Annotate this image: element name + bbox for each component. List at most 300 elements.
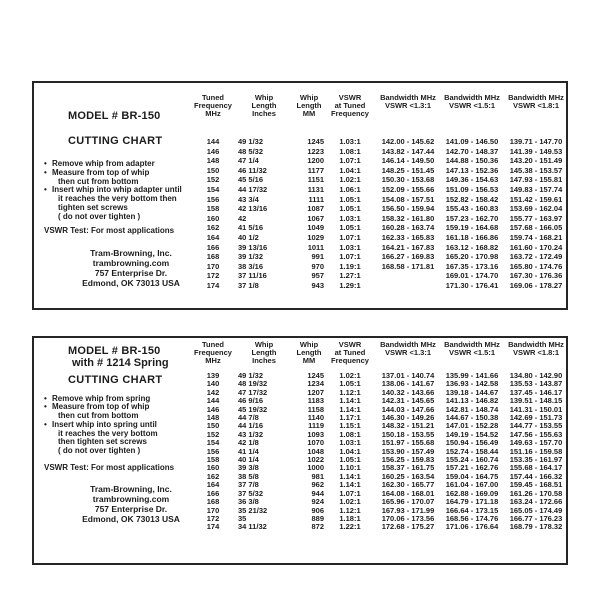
table-cell: 157.68 - 166.05	[509, 223, 563, 233]
table-cell: 1067	[307, 213, 324, 223]
instruction-text: Measure from top of whip	[52, 402, 150, 412]
table-cell: 1200	[307, 156, 324, 166]
table-cell: 174	[206, 522, 220, 532]
instruction-text: Insert whip into spring until	[52, 419, 157, 429]
table-cell: 889	[311, 513, 324, 523]
table-cell: 152	[206, 175, 220, 185]
instruction-text: Measure from top of whip	[52, 167, 150, 177]
table-cell: 153.69 - 162.04	[509, 204, 563, 214]
table-cell: 153.90 - 157.49	[381, 446, 435, 456]
table-cell: 1207	[307, 387, 324, 397]
company-address	[56, 484, 206, 524]
table-cell: 166.77 - 176.23	[509, 513, 563, 523]
table-cell: 170.06 - 173.56	[381, 513, 435, 523]
table-cell: 160.25 - 163.54	[381, 471, 435, 481]
cutting-chart-heading: CUTTING CHART	[68, 134, 163, 147]
table-cell: 155.68 - 164.17	[509, 463, 563, 473]
table-cell: 1.07:1	[339, 156, 361, 166]
table-cell: 150.94 - 156.49	[445, 438, 499, 448]
table-cell: 148.32 - 151.21	[381, 421, 435, 431]
table-cell: 1.12:1	[339, 505, 361, 515]
table-cell: 44 7/8	[238, 413, 259, 423]
table-cell: 134.80 - 142.90	[509, 371, 563, 380]
text-line: trambrowning.com	[92, 257, 170, 268]
table-cell: 1087	[307, 204, 324, 214]
table-cell: 49 1/32	[238, 137, 264, 146]
vswr-test-note: VSWR Test: For most applications	[44, 225, 175, 235]
table-cell: 152.82 - 158.42	[445, 194, 499, 204]
table-cell: 1000	[307, 463, 324, 473]
table-cell: 47 17/32	[238, 387, 268, 397]
table-cell: 46 11/32	[238, 165, 267, 175]
table-cell: 147.01 - 152.28	[445, 421, 499, 431]
table-cell: 1.05:1	[339, 194, 361, 204]
table-cell: 162	[206, 471, 220, 481]
table-row	[192, 223, 568, 233]
table-cell: 43 1/32	[238, 429, 264, 439]
table-row	[192, 166, 568, 176]
table-cell: 1119	[308, 421, 324, 431]
table-cell: 145.38 - 153.57	[509, 165, 563, 175]
table-cell: 48 5/32	[238, 146, 264, 156]
column-header: Whip Length Inches	[251, 93, 277, 118]
table-row	[192, 281, 568, 291]
table-cell: 1070	[307, 438, 324, 448]
table-cell: 148	[206, 156, 220, 166]
table-cell: 142.00 - 145.62	[381, 137, 435, 146]
table-cell: 165.05 - 174.49	[509, 505, 563, 515]
table-cell: 150.30 - 153.68	[381, 175, 435, 185]
table-row	[192, 262, 568, 272]
table-cell: 168.58 - 171.81	[381, 261, 435, 271]
table-cell: 163.24 - 172.66	[509, 497, 563, 507]
table-cell: 1.07:1	[339, 488, 361, 498]
table-cell: 45 19/32	[238, 404, 268, 414]
table-cell: 1183	[307, 396, 324, 406]
table-row	[192, 137, 568, 147]
table-cell: 1.22:1	[339, 522, 361, 532]
table-cell: 163.12 - 168.82	[445, 242, 499, 252]
table-cell: 146.30 - 149.26	[381, 413, 435, 423]
table-area	[192, 83, 562, 291]
table-cell: 153.35 - 161.97	[509, 455, 563, 465]
table-cell: 1048	[307, 446, 324, 456]
column-header: Bandwidth MHz VSWR <1.3:1	[380, 340, 436, 357]
table-cell: 151.97 - 155.68	[381, 438, 435, 448]
table-cell: 1.10:1	[339, 463, 361, 473]
cutting-chart-heading: CUTTING CHART	[68, 374, 163, 386]
table-cell: 1.14:1	[339, 396, 361, 406]
table-cell: 154	[206, 438, 220, 448]
instruction-line	[44, 447, 204, 456]
bullet-marker-icon: •	[44, 167, 47, 177]
column-header: Whip Length Inches	[251, 340, 277, 365]
table-cell: 1234	[307, 379, 324, 389]
table-cell: 159.19 - 164.68	[445, 223, 499, 233]
table-cell: 165.80 - 174.76	[509, 261, 563, 271]
table-cell: 40 1/4	[238, 455, 259, 465]
table-cell: 149.19 - 154.52	[445, 429, 499, 439]
table-cell: 151.16 - 159.58	[509, 446, 563, 456]
table-cell: 141.31 - 150.01	[509, 404, 563, 414]
model-title: MODEL # BR-150	[68, 110, 161, 122]
table-cell: 160.28 - 163.74	[381, 223, 435, 233]
table-cell: 150	[206, 421, 220, 431]
table-cell: 39 13/16	[238, 242, 268, 252]
table-cell: 147.56 - 155.63	[509, 429, 563, 439]
table-cell: 1.08:1	[339, 146, 361, 156]
table-cell: 159.04 - 164.75	[445, 471, 499, 481]
table-cell: 162.33 - 165.83	[381, 232, 435, 242]
table-cell: 151.09 - 156.53	[445, 184, 499, 194]
table-cell	[376, 281, 440, 291]
table-cell: 1.05:1	[339, 455, 361, 465]
table-cell: 147.93 - 155.81	[509, 175, 563, 185]
table-row	[192, 271, 568, 281]
instruction-text: Remove whip from spring	[52, 393, 151, 403]
bullet-marker-icon: •	[44, 393, 47, 403]
instruction-list	[44, 160, 204, 222]
table-cell: 155.43 - 160.83	[445, 204, 499, 214]
table-cell: 152.74 - 158.44	[445, 446, 499, 456]
instruction-text: Insert whip into whip adapter until	[52, 185, 182, 195]
table-cell: 943	[311, 280, 324, 290]
table-cell: 1.14:1	[339, 404, 361, 414]
table-row	[192, 195, 568, 205]
text-line: 757 Enterprise Dr.	[94, 267, 168, 278]
table-cell: 150.18 - 153.55	[381, 429, 435, 439]
table-cell: 1.03:1	[339, 242, 361, 252]
column-header: VSWR at Tuned Frequency	[331, 93, 369, 118]
table-cell: 957	[311, 271, 324, 281]
table-cell: 39 1/32	[238, 252, 264, 262]
table-cell: 1.14:1	[339, 471, 361, 481]
instruction-text: then cut from bottom	[58, 176, 139, 186]
instruction-text: then cut from bottom	[58, 411, 139, 421]
table-cell: 144.88 - 150.36	[445, 156, 499, 166]
table-cell: 162.88 - 169.09	[445, 488, 499, 498]
table-cell: 149.36 - 154.63	[445, 175, 499, 185]
table-cell: 1049	[307, 223, 324, 233]
table-cell: 172	[206, 271, 220, 281]
column-header: Bandwidth MHz VSWR <1.5:1	[444, 93, 500, 110]
table-cell: 1.02:1	[339, 175, 361, 185]
bullet-marker-icon: •	[44, 402, 47, 412]
table-cell: 47 1/4	[238, 156, 259, 166]
table-cell: 169.06 - 178.27	[509, 280, 563, 290]
table-cell: 143.82 - 147.44	[381, 146, 435, 156]
table-cell: 41 5/16	[238, 223, 264, 233]
info-column	[34, 83, 204, 288]
table-cell: 155.77 - 163.97	[509, 213, 563, 223]
table-cell: 1.02:1	[339, 497, 361, 507]
table-cell: 136.93 - 142.58	[445, 379, 499, 389]
table-cell: 158	[206, 455, 220, 465]
table-cell: 170	[206, 261, 220, 271]
table-cell: 1.03:1	[339, 438, 361, 448]
table-cell: 906	[311, 505, 324, 515]
table-cell: 165.20 - 170.98	[445, 252, 499, 262]
table-cell: 168	[206, 497, 220, 507]
table-cell: 150	[206, 165, 220, 175]
table-cell: 142	[206, 387, 220, 397]
table-cell: 970	[311, 261, 324, 271]
table-cell: 161.26 - 170.58	[509, 488, 563, 498]
table-cell: 139.71 - 147.70	[509, 137, 563, 146]
table-cell: 161.18 - 166.86	[445, 232, 499, 242]
table-cell: 1.05:1	[339, 379, 361, 389]
table-cell: 44 17/32	[238, 184, 268, 194]
instruction-text: Remove whip from adapter	[52, 159, 155, 168]
column-header: Bandwidth MHz VSWR <1.8:1	[508, 93, 564, 110]
cutting-chart-table	[192, 341, 568, 532]
header-row	[192, 341, 568, 372]
table-cell: 157.23 - 162.70	[445, 213, 499, 223]
table-cell: 166	[206, 242, 220, 252]
table-cell: 160	[206, 463, 220, 473]
bullet-marker-icon: •	[44, 159, 47, 168]
table-cell: 167.35 - 173.16	[445, 261, 499, 271]
column-header: Bandwidth MHz VSWR <1.8:1	[508, 340, 564, 357]
table-row	[192, 156, 568, 166]
column-header: Whip Length MM	[296, 93, 322, 118]
table-cell: 42 1/8	[238, 438, 259, 448]
table-row	[192, 185, 568, 195]
table-cell: 38 5/8	[238, 471, 259, 481]
table-cell: 45 5/16	[238, 175, 264, 185]
table-cell: 161.60 - 170.24	[509, 242, 563, 252]
table-cell: 36 3/8	[238, 497, 259, 507]
table-cell: 162.30 - 165.77	[381, 480, 435, 490]
table-row	[192, 523, 568, 531]
table-cell: 158.32 - 161.80	[381, 213, 435, 223]
table-cell: 170	[206, 505, 220, 515]
table-cell: 1.04:1	[339, 446, 361, 456]
column-header: Bandwidth MHz VSWR <1.5:1	[444, 340, 500, 357]
table-cell: 42	[238, 213, 247, 223]
table-cell: 140	[206, 379, 220, 389]
table-cell: 162	[206, 223, 220, 233]
table-cell: 144.77 - 153.55	[509, 421, 563, 431]
table-cell: 138.06 - 141.67	[381, 379, 435, 389]
table-cell: 151.42 - 159.61	[509, 194, 563, 204]
table-cell: 1.08:1	[339, 429, 361, 439]
table-cell: 924	[311, 497, 324, 507]
table-cell: 991	[311, 252, 324, 262]
table-cell: 144	[206, 396, 220, 406]
table-cell: 1151	[307, 175, 324, 185]
table-cell: 161.04 - 167.00	[445, 480, 499, 490]
table-cell: 149.63 - 157.70	[509, 438, 563, 448]
table-cell: 1.02:1	[339, 371, 361, 380]
table-cell: 148	[206, 413, 220, 423]
instruction-text: it reaches the very bottom then	[58, 194, 177, 204]
instruction-text: ( do not over tighten )	[58, 211, 141, 221]
table-cell: 152.09 - 155.66	[381, 184, 435, 194]
table-cell: 139.18 - 144.67	[445, 387, 499, 397]
table-cell: 142.70 - 148.37	[445, 146, 499, 156]
table-cell: 152	[206, 429, 220, 439]
table-cell: 1.07:1	[339, 252, 361, 262]
table-cell: 137.01 - 140.74	[381, 371, 435, 380]
table-area	[192, 338, 562, 532]
column-header: Whip Length MM	[296, 340, 322, 365]
table-cell: 164	[206, 480, 220, 490]
model-subtitle: with # 1214 Spring	[72, 356, 169, 369]
table-cell: 1223	[307, 146, 324, 156]
bullet-marker-icon: •	[44, 419, 47, 429]
table-cell: 168.56 - 174.76	[445, 513, 499, 523]
table-cell: 1.29:1	[339, 280, 361, 290]
table-cell: 143.20 - 151.49	[509, 156, 563, 166]
table-cell: 48 19/32	[238, 379, 268, 389]
table-row	[192, 243, 568, 253]
table-row	[192, 175, 568, 185]
table-cell: 142.69 - 151.73	[509, 413, 563, 423]
table-cell: 167.30 - 176.36	[509, 271, 563, 281]
table-cell: 142.81 - 148.74	[445, 404, 499, 414]
table-cell: 1111	[308, 194, 324, 204]
table-cell: 166.64 - 173.15	[445, 505, 499, 515]
table-cell: 146	[206, 404, 220, 414]
table-cell: 1177	[307, 165, 324, 175]
table-cell: 146	[206, 146, 220, 156]
vswr-test-note: VSWR Test: For most applications	[44, 463, 175, 473]
table-cell: 962	[311, 480, 324, 490]
table-row	[192, 252, 568, 262]
table-row	[192, 147, 568, 157]
table-cell: 34 11/32	[238, 522, 267, 532]
table-cell: 37 5/32	[238, 488, 264, 498]
table-cell: 35 21/32	[238, 505, 268, 515]
table-cell: 1093	[307, 429, 324, 439]
table-cell: 1.05:1	[339, 204, 361, 214]
table-cell: 163.72 - 172.49	[509, 252, 563, 262]
table-cell: 141.13 - 146.82	[445, 396, 499, 406]
text-line: trambrowning.com	[92, 494, 170, 505]
instruction-text: it reaches the very bottom	[58, 428, 158, 438]
table-cell: 166.27 - 169.83	[381, 252, 435, 262]
table-cell: 141.39 - 149.53	[509, 146, 563, 156]
cutting-chart-table	[192, 94, 568, 291]
table-row	[192, 204, 568, 214]
table-cell: 1.03:1	[339, 137, 361, 146]
table-cell: 159.74 - 168.21	[509, 232, 563, 242]
table-cell: 164	[206, 232, 220, 242]
table-cell: 38 3/16	[238, 261, 264, 271]
table-cell: 156	[206, 446, 220, 456]
table-cell: 1245	[307, 137, 324, 146]
table-cell: 146.14 - 149.50	[381, 156, 435, 166]
table-row	[192, 233, 568, 243]
table-cell: 139	[206, 371, 220, 380]
table-cell: 166	[206, 488, 220, 498]
table-cell: 1.03:1	[339, 213, 361, 223]
table-cell: 39 3/8	[238, 463, 259, 473]
text-line: Tram-Browning, Inc.	[90, 247, 172, 258]
table-cell: 168.79 - 178.32	[509, 522, 563, 532]
text-line: Tram-Browning, Inc.	[90, 484, 172, 495]
table-cell: 1029	[307, 232, 324, 242]
table-cell: 1.19:1	[339, 261, 361, 271]
table-cell: 156	[206, 194, 220, 204]
table-cell: 144.67 - 150.38	[445, 413, 499, 423]
table-cell: 171.30 - 176.41	[445, 280, 499, 290]
table-cell: 944	[311, 488, 324, 498]
table-cell: 1.14:1	[339, 480, 361, 490]
info-column	[34, 338, 204, 524]
column-header: Bandwidth MHz VSWR <1.3:1	[380, 93, 436, 110]
table-cell: 141.09 - 146.50	[445, 137, 499, 146]
table-cell: 1140	[307, 413, 324, 423]
table-cell: 872	[311, 522, 324, 532]
table-cell: 43 3/4	[238, 194, 259, 204]
table-cell: 1158	[307, 404, 324, 414]
cutting-chart-panel-br150-spring	[32, 336, 568, 565]
table-cell: 35	[238, 513, 247, 523]
table-cell: 1.17:1	[339, 413, 361, 423]
table-cell: 981	[311, 471, 324, 481]
table-cell: 1.18:1	[339, 513, 361, 523]
table-cell: 1245	[307, 371, 324, 380]
table-cell: 165.96 - 170.07	[381, 497, 435, 507]
table-cell: 37 1/8	[238, 280, 259, 290]
cutting-chart-panel-br150	[32, 81, 568, 310]
column-header: VSWR at Tuned Frequency	[331, 340, 369, 365]
model-title: MODEL # BR-150	[68, 345, 161, 357]
table-cell: 135.53 - 143.87	[509, 379, 563, 389]
table-cell: 46 9/16	[238, 396, 264, 406]
table-cell: 158.37 - 161.75	[381, 463, 435, 473]
text-line: 757 Enterprise Dr.	[94, 504, 168, 515]
table-cell: 156.25 - 159.83	[381, 455, 435, 465]
table-cell: 137.45 - 146.17	[509, 387, 563, 397]
table-cell: 156.50 - 159.94	[381, 204, 435, 214]
table-cell: 49 1/32	[238, 371, 264, 380]
instruction-text: tighten set screws	[58, 202, 128, 212]
table-cell: 1011	[307, 242, 324, 252]
instruction-text: ( do not over tighten )	[58, 446, 141, 456]
table-cell: 140.32 - 143.66	[381, 387, 435, 397]
table-cell: 1022	[307, 455, 324, 465]
table-cell: 144	[206, 137, 220, 146]
table-cell: 139.51 - 148.15	[509, 396, 563, 406]
table-cell	[376, 271, 440, 281]
table-cell: 41 1/4	[238, 446, 259, 456]
table-cell: 172	[206, 513, 220, 523]
table-cell: 154	[206, 184, 220, 194]
table-cell: 1.06:1	[339, 184, 361, 194]
table-cell: 1.04:1	[339, 165, 361, 175]
table-cell: 174	[206, 280, 220, 290]
table-cell: 147.13 - 152.36	[445, 165, 499, 175]
table-cell: 44 1/16	[238, 421, 264, 431]
table-row	[192, 214, 568, 224]
table-cell: 168	[206, 252, 220, 262]
company-address	[56, 248, 206, 288]
instruction-text: then tighten set screws	[58, 437, 147, 447]
table-cell: 1.07:1	[339, 232, 361, 242]
table-cell: 148.25 - 151.45	[381, 165, 435, 175]
table-cell: 172.68 - 175.27	[381, 522, 435, 532]
table-cell: 169.01 - 174.70	[445, 271, 499, 281]
table-cell: 171.06 - 176.64	[445, 522, 499, 532]
column-header: Tuned Frequency MHz	[194, 340, 232, 365]
instruction-list	[44, 395, 204, 457]
table-cell: 167.93 - 171.99	[381, 505, 435, 515]
table-cell: 1.05:1	[339, 223, 361, 233]
text-line: Edmond, OK 73013 USA	[82, 514, 180, 525]
